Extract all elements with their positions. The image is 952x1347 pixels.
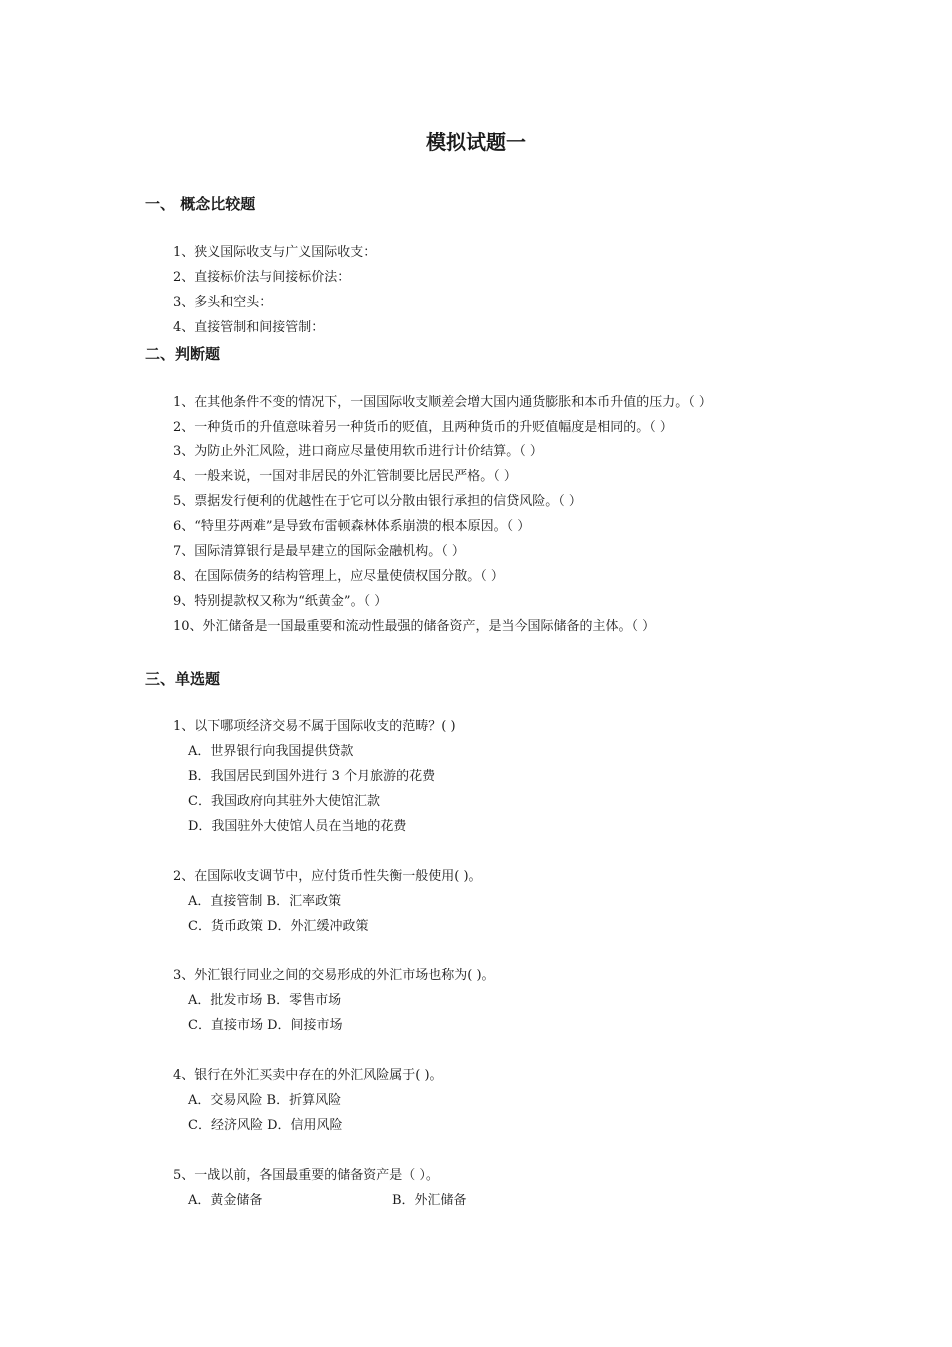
question-item: 10、外汇储备是一国最重要和流动性最强的储备资产，是当今国际储备的主体。（ ） xyxy=(173,619,656,634)
question-item: 2、直接标价法与间接标价法： xyxy=(173,270,351,285)
page-title: 模拟试题一 xyxy=(426,130,526,154)
question-item: 6、“特里芬两难”是导致布雷顿森林体系崩溃的根本原因。（ ） xyxy=(173,519,531,534)
question-item: 9、特别提款权又称为“纸黄金”。（ ） xyxy=(173,594,388,609)
answer-option: C．经济风险 D．信用风险 xyxy=(188,1118,343,1133)
question-item: 4、直接管制和间接管制： xyxy=(173,320,325,335)
answer-option: A．黄金储备 xyxy=(188,1193,263,1208)
question-stem: 3、外汇银行同业之间的交易形成的外汇市场也称为( )。 xyxy=(173,968,495,983)
section-heading-true-false: 二、判断题 xyxy=(145,345,221,363)
section-heading-concept-comparison: 一、 概念比较题 xyxy=(145,195,256,213)
question-item: 1、狭义国际收支与广义国际收支： xyxy=(173,245,377,260)
answer-option: A．世界银行向我国提供贷款 xyxy=(188,744,354,759)
answer-option: A．批发市场 B．零售市场 xyxy=(188,993,342,1008)
answer-option: D．我国驻外大使馆人员在当地的花费 xyxy=(188,819,407,834)
answer-option: C．直接市场 D．间接市场 xyxy=(188,1018,343,1033)
answer-option: C．货币政策 D．外汇缓冲政策 xyxy=(188,919,369,934)
question-item: 4、一般来说，一国对非居民的外汇管制要比居民严格。（ ） xyxy=(173,469,517,484)
question-item: 1、在其他条件不变的情况下，一国国际收支顺差会增大国内通货膨胀和本币升值的压力。（ ） xyxy=(173,395,712,410)
question-item: 5、票据发行便利的优越性在于它可以分散由银行承担的信贷风险。（ ） xyxy=(173,494,582,509)
question-stem: 2、在国际收支调节中，应付货币性失衡一般使用( )。 xyxy=(173,869,482,884)
question-item: 3、为防止外汇风险，进口商应尽量使用软币进行计价结算。（ ） xyxy=(173,444,543,459)
question-item: 3、多头和空头： xyxy=(173,295,273,310)
answer-option: A．直接管制 B．汇率政策 xyxy=(188,894,342,909)
answer-option: A．交易风险 B．折算风险 xyxy=(188,1093,342,1108)
question-stem: 5、一战以前，各国最重要的储备资产是（ ）。 xyxy=(173,1168,439,1183)
question-item: 2、一种货币的升值意味着另一种货币的贬值，且两种货币的升贬值幅度是相同的。（ ） xyxy=(173,420,673,435)
section-heading-single-choice: 三、单选题 xyxy=(145,670,221,688)
answer-option: B．我国居民到国外进行 3 个月旅游的花费 xyxy=(188,769,436,784)
answer-option: B．外汇储备 xyxy=(392,1193,467,1208)
question-stem: 1、以下哪项经济交易不属于国际收支的范畴？( ) xyxy=(173,719,456,734)
question-item: 8、在国际债务的结构管理上，应尽量使债权国分散。（ ） xyxy=(173,569,504,584)
question-item: 7、国际清算银行是最早建立的国际金融机构。（ ） xyxy=(173,544,465,559)
question-stem: 4、银行在外汇买卖中存在的外汇风险属于( )。 xyxy=(173,1068,443,1083)
answer-option: C．我国政府向其驻外大使馆汇款 xyxy=(188,794,380,809)
